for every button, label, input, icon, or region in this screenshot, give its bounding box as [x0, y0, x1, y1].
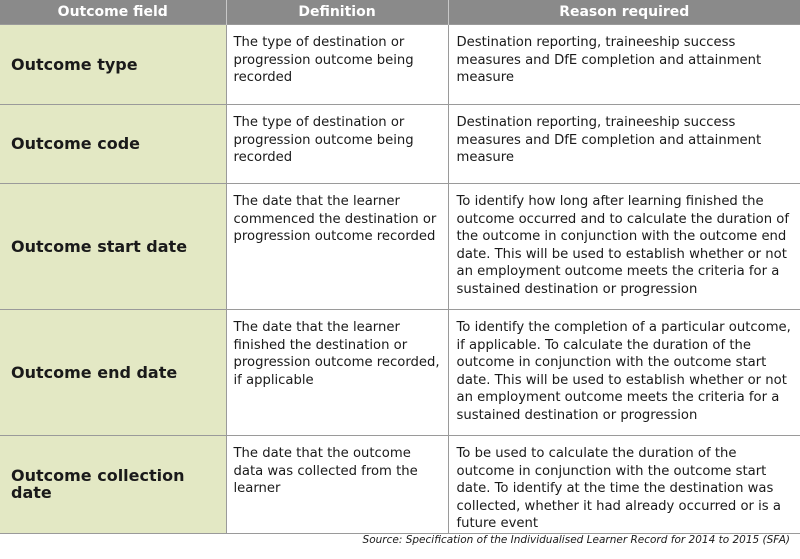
reason-cell: To be used to calculate the duration of the outcome in conjunction with the outcome start date. To identify at the time the destination was collected, whether it had already occurred or is a future event — [448, 436, 800, 534]
table-body — [0, 25, 800, 534]
reason-cell: Destination reporting, traineeship success measures and DfE completion and attainment measure — [448, 105, 800, 184]
definition-cell: The date that the outcome data was collected from the learner — [226, 436, 448, 534]
table-row — [0, 436, 800, 534]
reason-cell: To identify how long after learning finished the outcome occurred and to calculate the duration of the outcome in conjunction with the outcome end date. This will be used to establish whether or not an employment outcome meets the criteria for a sustained destination or progression — [448, 184, 800, 310]
definition-cell: The date that the learner commenced the destination or progression outcome recorded — [226, 184, 448, 310]
outcome-field-cell: Outcome start date — [0, 184, 226, 310]
outcome-field-cell: Outcome collection date — [0, 436, 226, 534]
reason-cell: Destination reporting, traineeship success measures and DfE completion and attainment measure — [448, 25, 800, 105]
table-row — [0, 105, 800, 184]
header-definition: Definition — [226, 0, 448, 25]
outcome-field-cell: Outcome code — [0, 105, 226, 184]
reason-cell: To identify the completion of a particular outcome, if applicable. To calculate the duration of the outcome in conjunction with the outcome start date. This will be used to establish whether or not an employment outcome meets the criteria for a sustained destination or progression — [448, 310, 800, 436]
header-outcome-field: Outcome field — [0, 0, 226, 25]
table-row — [0, 184, 800, 310]
definition-cell: The type of destination or progression outcome being recorded — [226, 25, 448, 105]
outcome-field-cell: Outcome type — [0, 25, 226, 105]
table-header — [0, 0, 800, 25]
header-row — [0, 0, 800, 25]
outcome-field-cell: Outcome end date — [0, 310, 226, 436]
definition-cell: The type of destination or progression outcome being recorded — [226, 105, 448, 184]
header-reason-required: Reason required — [448, 0, 800, 25]
definition-cell: The date that the learner finished the destination or progression outcome recorded, if applicable — [226, 310, 448, 436]
table-row — [0, 25, 800, 105]
table-row — [0, 310, 800, 436]
source-citation: Source: Specification of the Individualised Learner Record for 2014 to 2015 (SFA) — [362, 534, 790, 546]
